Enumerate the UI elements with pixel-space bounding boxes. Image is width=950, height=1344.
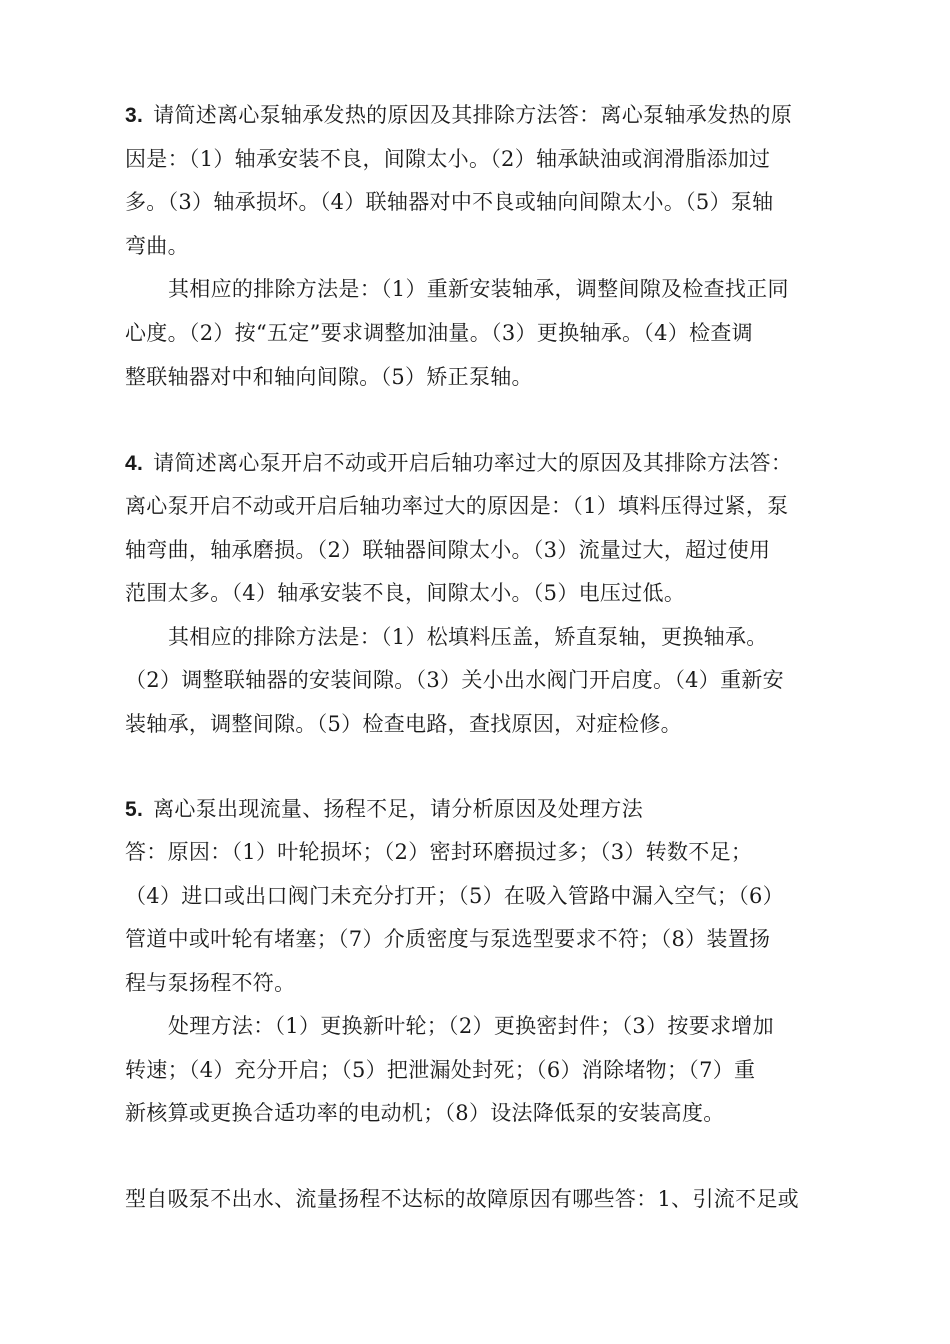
section-3-line-6: 心度。（2）按“五定”要求调整加油量。（3）更换轴承。（4）检查调 [125,321,753,345]
section-3-line-3: 多。（3）轴承损坏。（4）联轴器对中不良或轴向间隙太小。（5）泵轴 [125,190,774,214]
section-4-line-6: （2）调整联轴器的安装间隙。（3）关小出水阀门开启度。（4）重新安 [125,668,784,692]
section-4-number: 4. [125,452,144,475]
section-3-line-5: 其相应的排除方法是：（1）重新安装轴承，调整间隙及检查找正同 [168,277,789,301]
section-5-heading [125,796,643,823]
section-5-line-3: （4）进口或出口阀门未充分打开；（5）在吸入管路中漏入空气；（6） [125,884,784,908]
section-4-line-1: 请简述离心泵开启不动或开启后轴功率过大的原因及其排除方法答： [153,451,793,475]
section-3-heading [125,102,792,129]
section-5-number: 5. [125,798,144,821]
section-3-number: 3. [125,104,144,127]
section-4-line-5: 其相应的排除方法是：（1）松填料压盖，矫直泵轴，更换轴承。 [168,625,768,649]
section-4-line-3: 轴弯曲，轴承磨损。（2）联轴器间隙太小。（3）流量过大，超过使用 [125,538,771,562]
section-4-heading [125,450,792,477]
section-3-line-7: 整联轴器对中和轴向间隙。（5）矫正泵轴。 [125,365,533,389]
section-3-line-2: 因是：（1）轴承安装不良，间隙太小。（2）轴承缺油或润滑脂添加过 [125,147,771,171]
section-5-line-1: 离心泵出现流量、扬程不足，请分析原因及处理方法 [153,797,644,821]
section-3-line-1: 请简述离心泵轴承发热的原因及其排除方法答：离心泵轴承发热的原 [153,103,793,127]
section-5-line-5: 程与泵扬程不符。 [125,971,296,995]
section-5-line-6: 处理方法：（1）更换新叶轮；（2）更换密封件；（3）按要求增加 [168,1014,774,1038]
section-4-line-2: 离心泵开启不动或开启后轴功率过大的原因是：（1）填料压得过紧，泵 [125,494,789,518]
section-5-line-8: 新核算或更换合适功率的电动机；（8）设法降低泵的安装高度。 [125,1101,725,1125]
section-5-line-4: 管道中或叶轮有堵塞；（7）介质密度与泵选型要求不符；（8）装置扬 [125,927,771,951]
section-4-line-7: 装轴承，调整间隙。（5）检查电路，查找原因，对症检修。 [125,712,682,736]
section-5-line-2: 答：原因：（1）叶轮损坏；（2）密封环磨损过多；（3）转数不足； [125,840,753,864]
section-4-line-4: 范围太多。（4）轴承安装不良，间隙太小。（5）电压过低。 [125,581,686,605]
section-3-line-4: 弯曲。 [125,234,189,258]
section-5-line-7: 转速；（4）充分开启；（5）把泄漏处封死；（6）消除堵物；（7）重 [125,1058,756,1082]
trailing-line: 型自吸泵不出水、流量扬程不达标的故障原因有哪些答：1、引流不足或 [125,1187,799,1211]
